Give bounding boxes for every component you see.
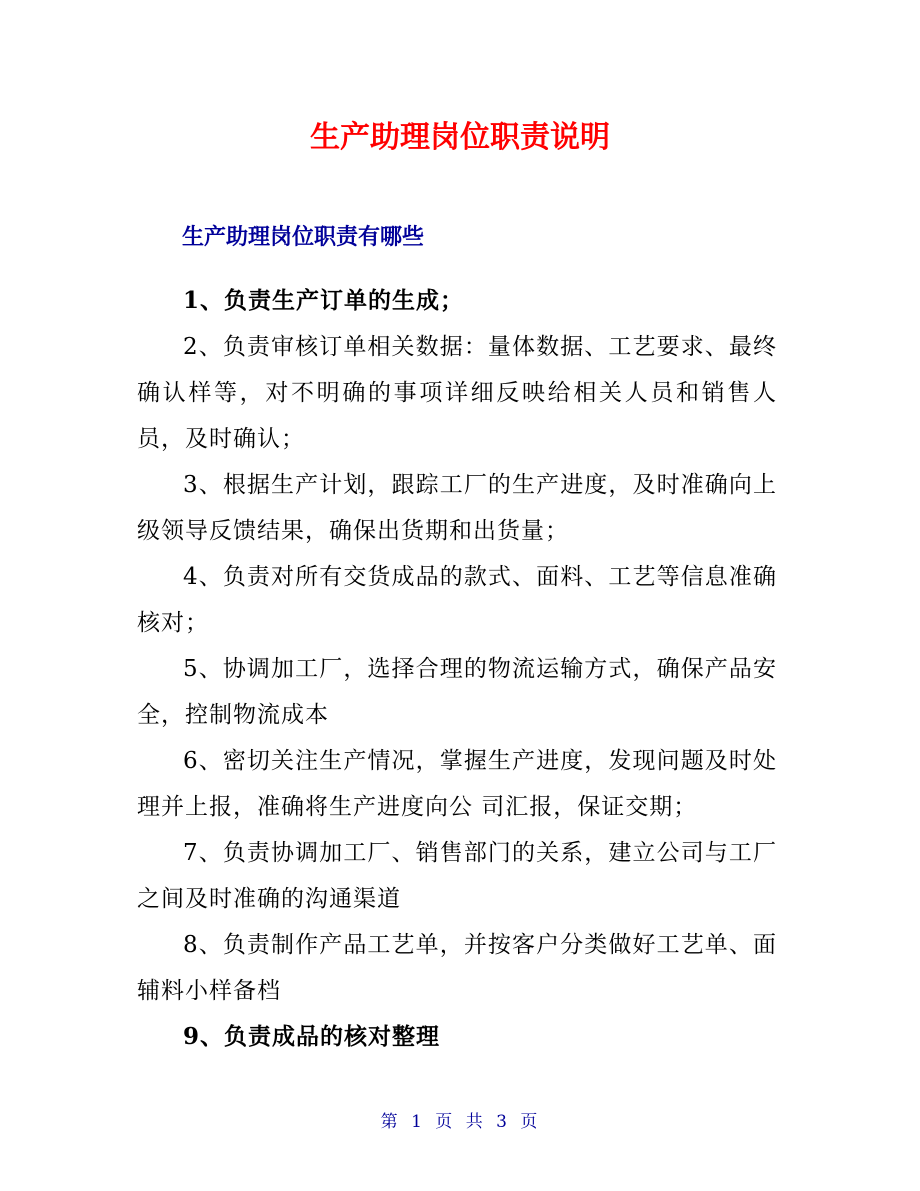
duty-list (137, 278, 777, 1060)
duty-item-1: 1、负责生产订单的生成； (183, 287, 465, 314)
duty-item-7: 7、负责协调加工厂、销售部门的关系，建立公司与工厂之间及时准确的沟通渠道 (137, 840, 777, 912)
duty-item-2: 2、负责审核订单相关数据：量体数据、工艺要求、最终确认样等，对不明确的事项详细反映给相关人员和销售人员，及时确认； (137, 334, 777, 452)
duty-item-5: 5、协调加工厂，选择合理的物流运输方式，确保产品安全，控制物流成本 (137, 656, 777, 728)
document-title: 生产助理岗位职责说明 (310, 120, 610, 155)
duty-item-6: 6、密切关注生产情况，掌握生产进度，发现问题及时处理并上报，准确将生产进度向公 司汇报，保证交期； (137, 748, 777, 820)
page-number: 第 1 页 共 3 页 (380, 1112, 540, 1132)
duty-item-9: 9、负责成品的核对整理 (183, 1023, 441, 1050)
duty-item-3: 3、根据生产计划，跟踪工厂的生产进度，及时准确向上级领导反馈结果，确保出货期和出货量； (137, 472, 777, 544)
section-heading: 生产助理岗位职责有哪些 (182, 225, 425, 250)
duty-item-4: 4、负责对所有交货成品的款式、面料、工艺等信息准确核对； (137, 564, 777, 636)
duty-item-8: 8、负责制作产品工艺单，并按客户分类做好工艺单、面辅料小样备档 (137, 932, 777, 1004)
